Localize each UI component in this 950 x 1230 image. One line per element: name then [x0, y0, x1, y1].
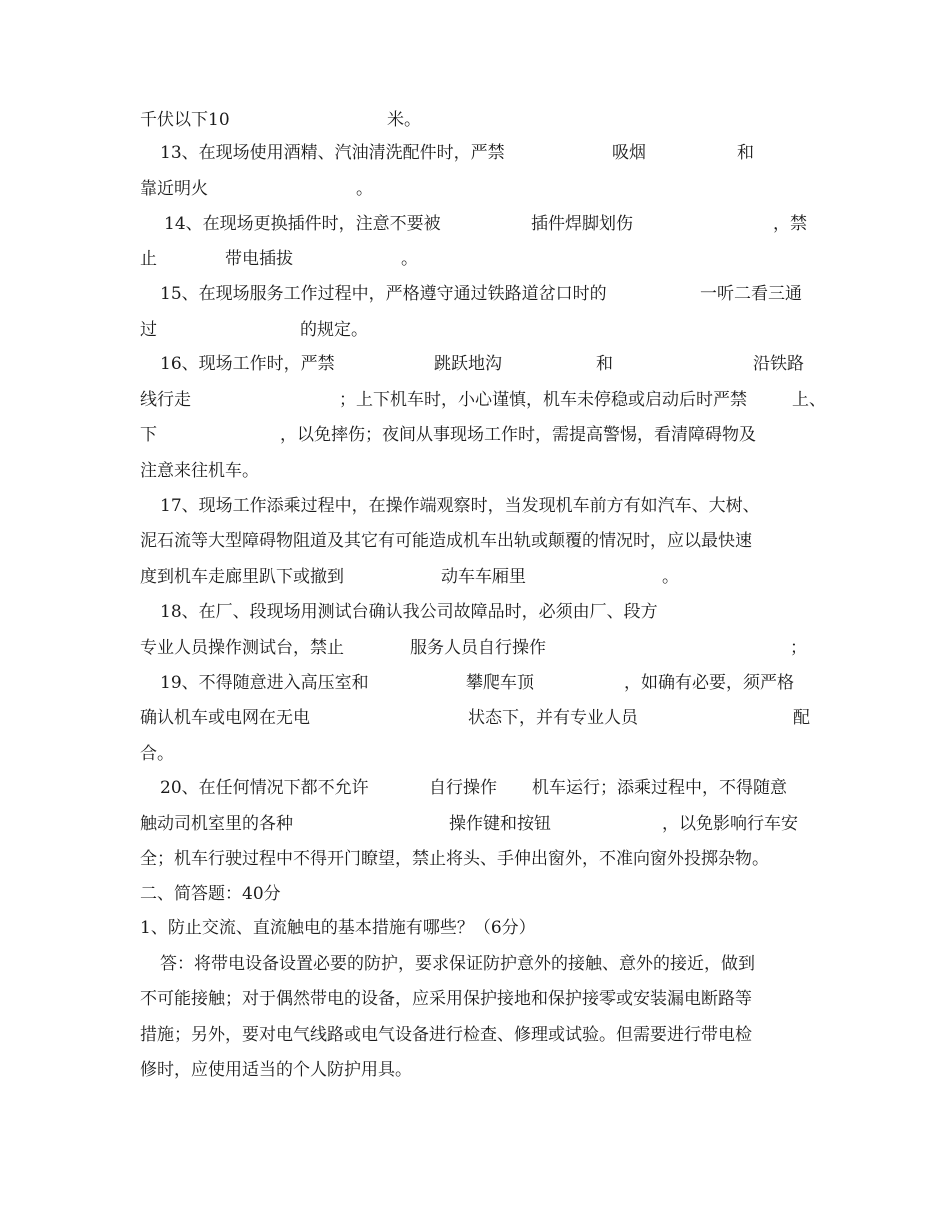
text-line-21-segment-2: 操作键和按钮: [449, 814, 551, 834]
text-line-3-segment-2: 。: [356, 179, 373, 199]
text-line-9-segment-3: 上、: [792, 390, 826, 410]
text-line-26-segment-1: 不可能接触；对于偶然带电的设备，应采用保护接地和保护接零或安装漏电断路等: [140, 989, 752, 1009]
text-line-5-segment-1: 止: [140, 249, 157, 269]
text-line-15-segment-1: 18、在厂、段现场用测试台确认我公司故障品时，必须由厂、段方: [160, 602, 658, 622]
text-line-20-segment-3: 机车运行；添乘过程中，不得随意: [532, 778, 787, 798]
text-line-18-segment-2: 状态下，并有专业人员: [468, 708, 638, 728]
text-line-4-segment-1: 14、在现场更换插件时，注意不要被: [164, 214, 441, 234]
text-line-18-segment-3: 配: [793, 708, 810, 728]
text-line-1-segment-2: 米。: [387, 110, 421, 130]
text-line-7-segment-1: 过: [140, 320, 157, 340]
text-line-17-segment-2: 攀爬车顶: [466, 673, 534, 693]
text-line-9-segment-1: 线行走: [140, 390, 191, 410]
text-line-21-segment-1: 触动司机室里的各种: [140, 814, 293, 834]
text-line-13-segment-1: 泥石流等大型障碍物阻道及其它有可能造成机车出轨或颠覆的情况时，应以最快速: [140, 531, 752, 551]
text-line-7-segment-2: 的规定。: [300, 320, 368, 340]
text-line-6-segment-2: 一听二看三通: [700, 284, 802, 304]
text-line-8-segment-2: 跳跃地沟: [434, 354, 502, 374]
text-line-8-segment-3: 和: [596, 354, 613, 374]
text-line-17-segment-1: 19、不得随意进入高压室和: [160, 673, 369, 693]
text-line-18-segment-1: 确认机车或电网在无电: [140, 708, 310, 728]
text-line-12-segment-1: 17、现场工作添乘过程中，在操作端观察时，当发现机车前方有如汽车、大树、: [160, 496, 760, 516]
text-line-2-segment-3: 和: [737, 143, 754, 163]
text-line-2-segment-1: 13、在现场使用酒精、汽油清洗配件时，严禁: [160, 143, 505, 163]
text-line-4-segment-2: 插件焊脚划伤: [531, 214, 633, 234]
text-line-8-segment-4: 沿铁路: [753, 354, 804, 374]
text-line-1-segment-1: 千伏以下10: [140, 110, 230, 130]
text-line-10-segment-2: ，以免摔伤；夜间从事现场工作时，需提高警惕，看清障碍物及: [280, 425, 756, 445]
text-line-2-segment-2: 吸烟: [612, 143, 646, 163]
text-line-4-segment-3: ，禁: [773, 214, 807, 234]
text-line-5-segment-2: 带电插拔: [225, 249, 293, 269]
text-line-14-segment-1: 度到机车走廊里趴下或撤到: [140, 567, 344, 587]
text-line-25-segment-1: 答：将带电设备设置必要的防护，要求保证防护意外的接触、意外的接近，做到: [160, 954, 755, 974]
text-line-22-segment-1: 全；机车行驶过程中不得开门瞭望，禁止将头、手伸出窗外，不准向窗外投掷杂物。: [140, 849, 769, 869]
text-line-17-segment-3: ，如确有必要，须严格: [624, 673, 794, 693]
text-line-23-segment-1: 二、简答题：40分: [140, 884, 281, 904]
text-line-8-segment-1: 16、现场工作时，严禁: [160, 354, 335, 374]
text-line-20-segment-2: 自行操作: [429, 778, 497, 798]
text-line-19-segment-1: 合。: [140, 744, 174, 764]
text-line-20-segment-1: 20、在任何情况下都不允许: [160, 778, 369, 798]
text-line-16-segment-3: ；: [790, 638, 807, 658]
text-line-9-segment-2: ；上下机车时，小心谨慎，机车未停稳或启动后时严禁: [339, 390, 747, 410]
text-line-5-segment-3: 。: [401, 249, 418, 269]
text-line-27-segment-1: 措施；另外，要对电气线路或电气设备进行检查、修理或试验。但需要进行带电检: [140, 1025, 752, 1045]
text-line-6-segment-1: 15、在现场服务工作过程中，严格遵守通过铁路道岔口时的: [160, 284, 607, 304]
text-line-14-segment-2: 动车车厢里: [441, 567, 526, 587]
text-line-16-segment-2: 服务人员自行操作: [410, 638, 546, 658]
text-line-28-segment-1: 修时，应使用适当的个人防护用具。: [140, 1060, 412, 1080]
text-line-21-segment-3: ，以免影响行车安: [662, 814, 798, 834]
text-line-3-segment-1: 靠近明火: [140, 179, 208, 199]
text-line-10-segment-1: 下: [140, 425, 157, 445]
text-line-11-segment-1: 注意来往机车。: [140, 461, 259, 481]
text-line-24-segment-1: 1、防止交流、直流触电的基本措施有哪些？（6分）: [140, 918, 536, 938]
text-line-14-segment-3: 。: [662, 567, 679, 587]
text-line-16-segment-1: 专业人员操作测试台，禁止: [140, 638, 344, 658]
